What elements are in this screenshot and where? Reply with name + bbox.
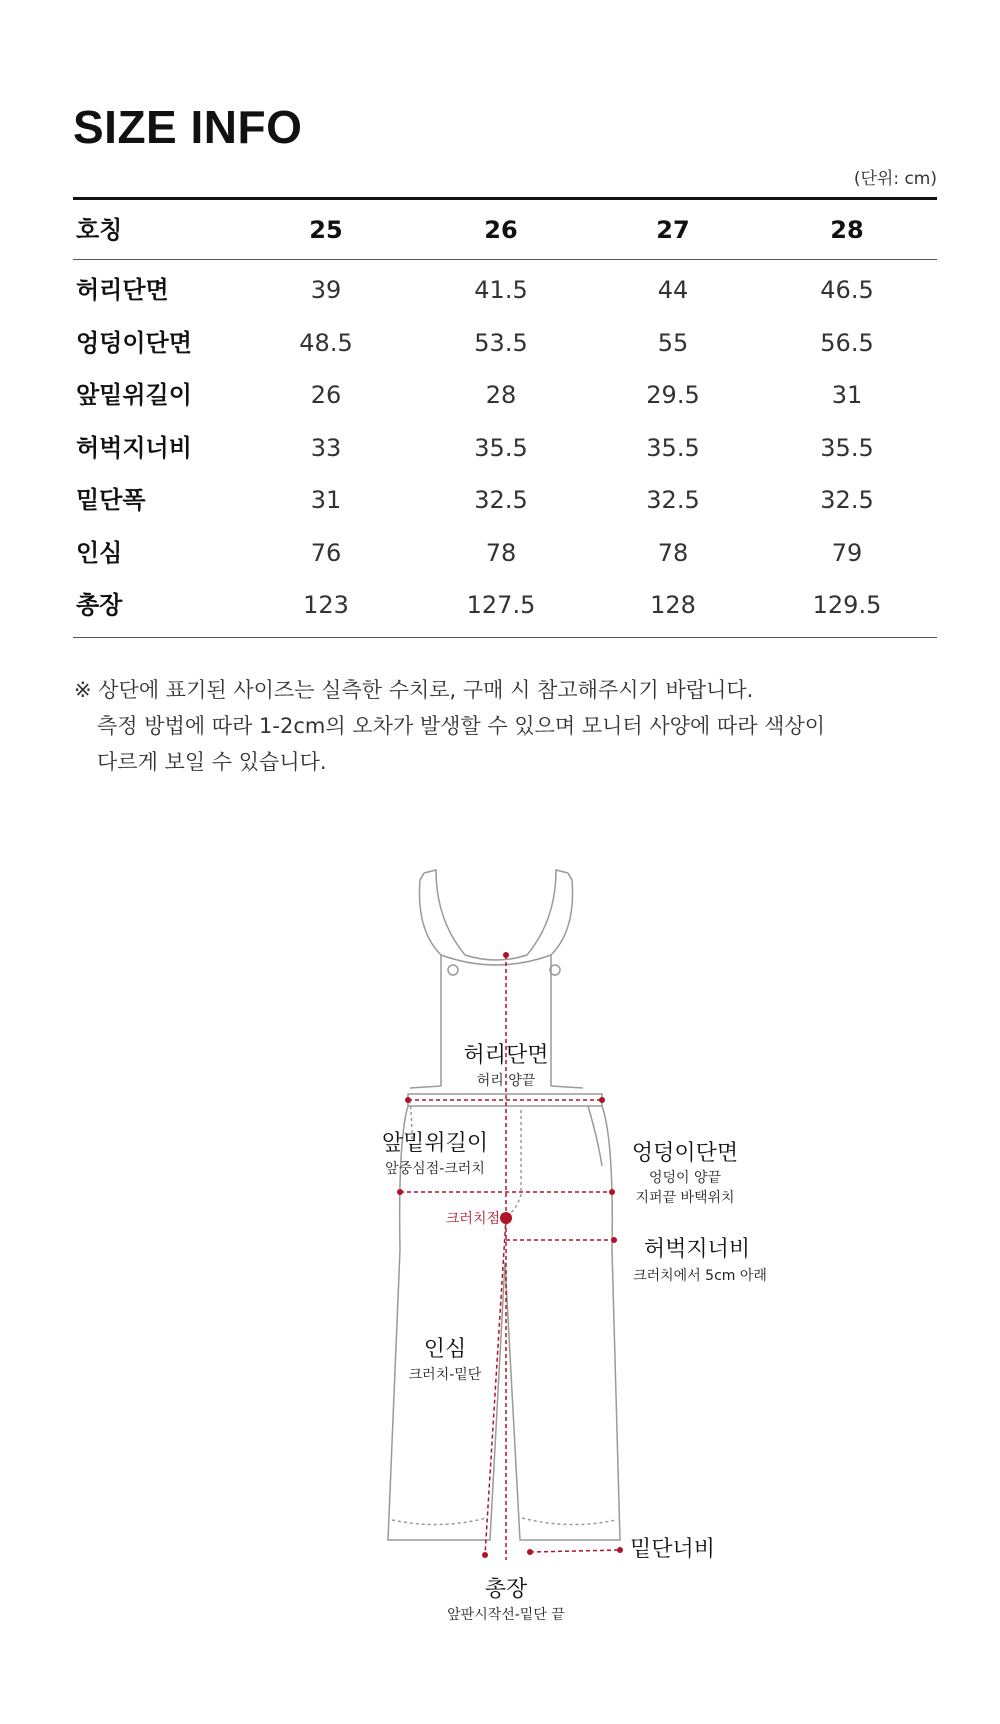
size-header-25: 25 — [309, 216, 343, 244]
table-cell: 78 — [657, 538, 689, 567]
thigh-title: 허벅지너비 — [643, 1237, 751, 1262]
table-cell: 39 — [310, 276, 342, 304]
table-cell: 41.5 — [474, 276, 528, 304]
left-hem-stitch — [392, 1518, 486, 1525]
row-label: 밑단폭 — [76, 486, 146, 514]
note-line-3: 다르게 보일 수 있습니다. — [97, 750, 327, 774]
table-cell: 129.5 — [812, 591, 882, 619]
table-cell: 48.5 — [299, 328, 353, 357]
hem-left-dot — [527, 1549, 533, 1555]
row-label: 허벅지너비 — [76, 433, 192, 462]
left-strap-outer — [419, 873, 441, 955]
table-cell: 46.5 — [820, 276, 874, 304]
table-cell: 56.5 — [820, 328, 874, 357]
table-cell: 32.5 — [820, 486, 874, 514]
front-rise-title: 앞밑위길이 — [381, 1131, 489, 1156]
table-cell: 128 — [650, 591, 696, 619]
hem-title: 밑단너비 — [630, 1537, 716, 1562]
table-cell: 26 — [310, 381, 342, 409]
inseam-desc: 크러치-밑단 — [408, 1367, 482, 1383]
hem-right-dot — [617, 1547, 623, 1553]
crotch-point-dot — [500, 1212, 512, 1224]
waist-title: 허리단면 — [463, 1043, 549, 1068]
unit-label: (단위: cm) — [853, 169, 937, 189]
hip-title: 엉덩이단면 — [631, 1141, 739, 1166]
table-cell: 44 — [657, 276, 689, 304]
table-cell: 28 — [485, 381, 517, 409]
table-cell: 35.5 — [646, 433, 700, 462]
left-strap-inner — [424, 870, 465, 955]
size-header-26: 26 — [484, 216, 518, 244]
note-line-2: 측정 방법에 따라 1-2cm의 오차가 발생할 수 있으며 모니터 사양에 따라 색상이 — [97, 714, 826, 738]
size-header-28: 28 — [830, 216, 864, 244]
waist-right-dot — [599, 1097, 605, 1103]
table-cell: 55 — [657, 328, 689, 357]
right-hem-stitch — [522, 1518, 616, 1525]
waist-left-dot — [405, 1097, 411, 1103]
table-cell: 79 — [831, 538, 863, 567]
hip-left-dot — [397, 1189, 403, 1195]
table-cell: 31 — [310, 486, 342, 514]
right-strap-outer — [551, 873, 573, 955]
overall-outline — [388, 870, 620, 1540]
total-length-title: 총장 — [484, 1577, 528, 1602]
header-label: 호칭 — [76, 216, 123, 244]
row-label: 인심 — [76, 538, 123, 567]
right-strap-inner — [527, 870, 568, 955]
hip-right-dot — [609, 1189, 615, 1195]
table-cell: 78 — [485, 538, 517, 567]
thigh-desc: 크러치에서 5cm 아래 — [633, 1268, 767, 1284]
table-cell: 33 — [310, 433, 342, 462]
table-cell: 35.5 — [820, 433, 874, 462]
total-length-desc: 앞판시작선-밑단 끝 — [447, 1607, 565, 1623]
thigh-right-dot — [611, 1237, 617, 1243]
inseam-bottom-dot — [482, 1552, 488, 1558]
row-label: 총장 — [76, 591, 123, 619]
inseam-title: 인심 — [423, 1337, 467, 1362]
table-cell: 35.5 — [474, 433, 528, 462]
side-pocket — [588, 1106, 602, 1166]
hip-desc-1: 엉덩이 양끝 — [648, 1170, 722, 1186]
row-label: 엉덩이단면 — [76, 328, 192, 357]
crotch-point-label: 크러치점 — [445, 1211, 500, 1227]
note-line-1: ※ 상단에 표기된 사이즈는 실측한 수치로, 구매 시 참고해주시기 바랍니다. — [74, 678, 754, 702]
fly-stitch — [508, 1110, 521, 1215]
total-top-dot — [503, 952, 509, 958]
page-title: SIZE INFO — [73, 101, 303, 153]
row-label: 앞밑위길이 — [76, 381, 192, 409]
table-cell: 127.5 — [466, 591, 536, 619]
table-cell: 31 — [831, 381, 863, 409]
table-cell: 123 — [303, 591, 349, 619]
row-label: 허리단면 — [76, 276, 169, 304]
table-cell: 32.5 — [474, 486, 528, 514]
hem-line — [530, 1550, 620, 1552]
waist-desc: 허리 양끝 — [476, 1073, 536, 1089]
size-header-27: 27 — [656, 216, 690, 244]
hip-desc-2: 지퍼끝 바택위치 — [635, 1190, 735, 1206]
table-cell: 29.5 — [646, 381, 700, 409]
bib-neckline — [465, 955, 527, 960]
table-cell: 32.5 — [646, 486, 700, 514]
inseam-line — [485, 1218, 506, 1555]
table-cell: 53.5 — [474, 328, 528, 357]
left-button-icon — [448, 965, 458, 975]
front-rise-desc: 앞중심점-크러치 — [385, 1161, 485, 1177]
table-cell: 76 — [310, 538, 342, 567]
